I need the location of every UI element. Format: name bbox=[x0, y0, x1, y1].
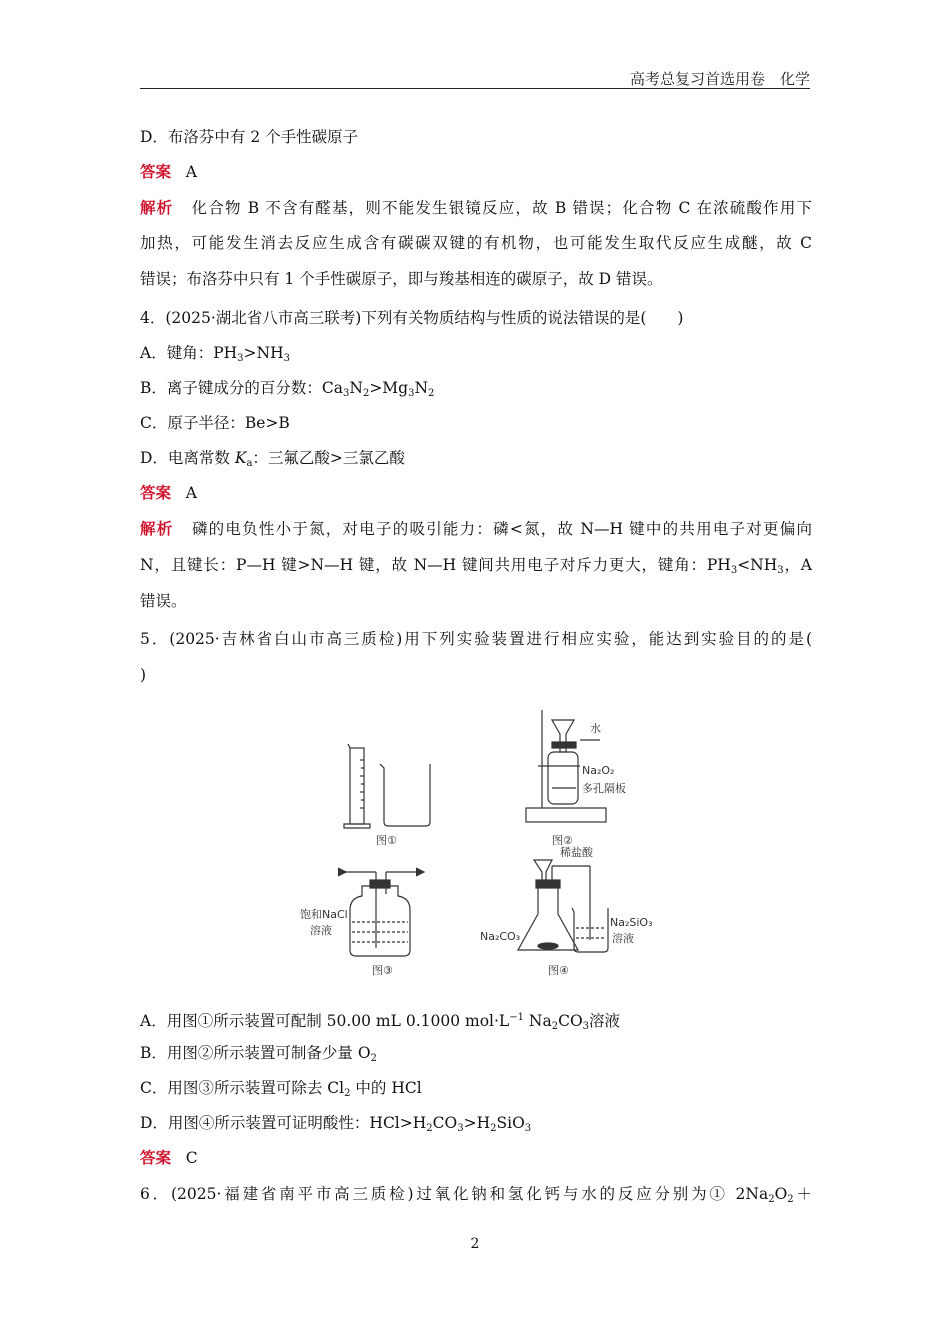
q5-option-c: C．用图③所示装置可除去 $Cl_2$ 中的 HCl bbox=[140, 1079, 422, 1099]
answer-value: A bbox=[185, 484, 197, 502]
answer-label: 答案 bbox=[140, 1148, 172, 1167]
fig4-caption: 图④ bbox=[548, 964, 569, 977]
q5-option-b: B．用图②所示装置可制备少量 $O_2$ bbox=[140, 1044, 377, 1064]
water-label: 水 bbox=[590, 722, 601, 735]
q5-stem-line-2: ) bbox=[140, 666, 147, 684]
answer-label: 答案 bbox=[140, 162, 172, 181]
explanation-label: 解析 bbox=[140, 519, 174, 538]
q4-option-d: D．电离常数 $K_a$：三氟乙酸>三氯乙酸 bbox=[140, 449, 405, 469]
page-number: 2 bbox=[470, 1236, 480, 1252]
q3-explanation-line-2: 加热，可能发生消去反应生成含有碳碳双键的有机物，也可能发生取代反应生成醚，故 C bbox=[140, 234, 812, 252]
q3-option-d: D．布洛芬中有 2 个手性碳原子 bbox=[140, 128, 359, 146]
q4-answer bbox=[140, 482, 812, 504]
running-header: 高考总复习首选用卷 化学 bbox=[629, 70, 810, 88]
fig1-caption: 图① bbox=[376, 834, 397, 847]
q4-explanation-line-3: 错误。 bbox=[140, 592, 187, 610]
graduated-cylinder-drawing bbox=[344, 744, 370, 828]
q4-explanation-line-1: 解析 磷的电负性小于氮，对电子的吸引能力：磷<氮，故 N—H 键中的共用电子对更偏向 bbox=[140, 519, 812, 538]
fig3-caption: 图③ bbox=[372, 964, 393, 977]
na2sio3-label: Na₂SiO₃ bbox=[610, 916, 653, 929]
hcl-label: 稀盐酸 bbox=[560, 846, 593, 859]
conical-flask-drawing bbox=[518, 860, 590, 950]
q3-answer bbox=[140, 161, 812, 183]
q4-option-b: B．离子键成分的百分数：$Ca_3N_2>Mg_3N_2$ bbox=[140, 379, 435, 399]
q5-stem-line-1: 5．(2025·吉林省白山市高三质检)用下列实验装置进行相应实验，能达到实验目的的是( bbox=[140, 630, 812, 648]
gas-washing-bottle-drawing bbox=[338, 868, 424, 956]
q5-option-d: D．用图④所示装置可证明酸性：$HCl>H_2CO_3>H_2SiO_3$ bbox=[140, 1114, 532, 1134]
answer-value: C bbox=[185, 1149, 198, 1167]
explanation-label: 解析 bbox=[140, 198, 174, 217]
apparatus-figure bbox=[290, 700, 670, 985]
na2o2-label: Na₂O₂ bbox=[582, 764, 615, 777]
q3-explanation-line-3: 错误；布洛芬中只有 1 个手性碳原子，即与羧基相连的碳原子，故 D 错误。 bbox=[140, 270, 663, 288]
q4-stem: 4．(2025·湖北省八市高三联考)下列有关物质结构与性质的说法错误的是( ) bbox=[140, 309, 684, 327]
na2co3-label: Na₂CO₃ bbox=[480, 930, 521, 943]
q4-option-a: A．键角：$PH_3>NH_3$ bbox=[140, 344, 290, 364]
q5-answer bbox=[140, 1147, 812, 1169]
porous-plate-label: 多孔隔板 bbox=[582, 782, 626, 795]
q6-stem: 6．(2025·福建省南平市高三质检)过氧化钠和氢化钙与水的反应分别为① $2Na_2O_2+$ bbox=[140, 1185, 812, 1205]
q5-option-a: A．用图①所示装置可配制 50.00 mL 0.1000 $mol\cdot L^{-1}$ $Na_2CO_3$溶液 bbox=[140, 1012, 621, 1032]
q4-option-c: C．原子半径：Be>B bbox=[140, 414, 290, 432]
solution-label: 溶液 bbox=[612, 932, 634, 945]
nacl-label-2: 溶液 bbox=[310, 924, 332, 937]
answer-label: 答案 bbox=[140, 483, 172, 502]
q4-explanation-line-2: N，且键长：P—H 键>N—H 键，故 N—H 键间共用电子对斥力更大，键角：$PH_3<NH_3$，A bbox=[140, 556, 812, 576]
fig2-caption: 图② bbox=[552, 834, 573, 847]
header-rule bbox=[140, 88, 810, 89]
beaker-drawing bbox=[380, 764, 430, 826]
q3-explanation-line-1: 解析 化合物 B 不含有醛基，则不能发生银镜反应，故 B 错误；化合物 C 在浓硫酸作用下 bbox=[140, 198, 812, 217]
answer-value: A bbox=[185, 163, 197, 181]
nacl-label-1: 饱和NaCl bbox=[300, 908, 348, 921]
